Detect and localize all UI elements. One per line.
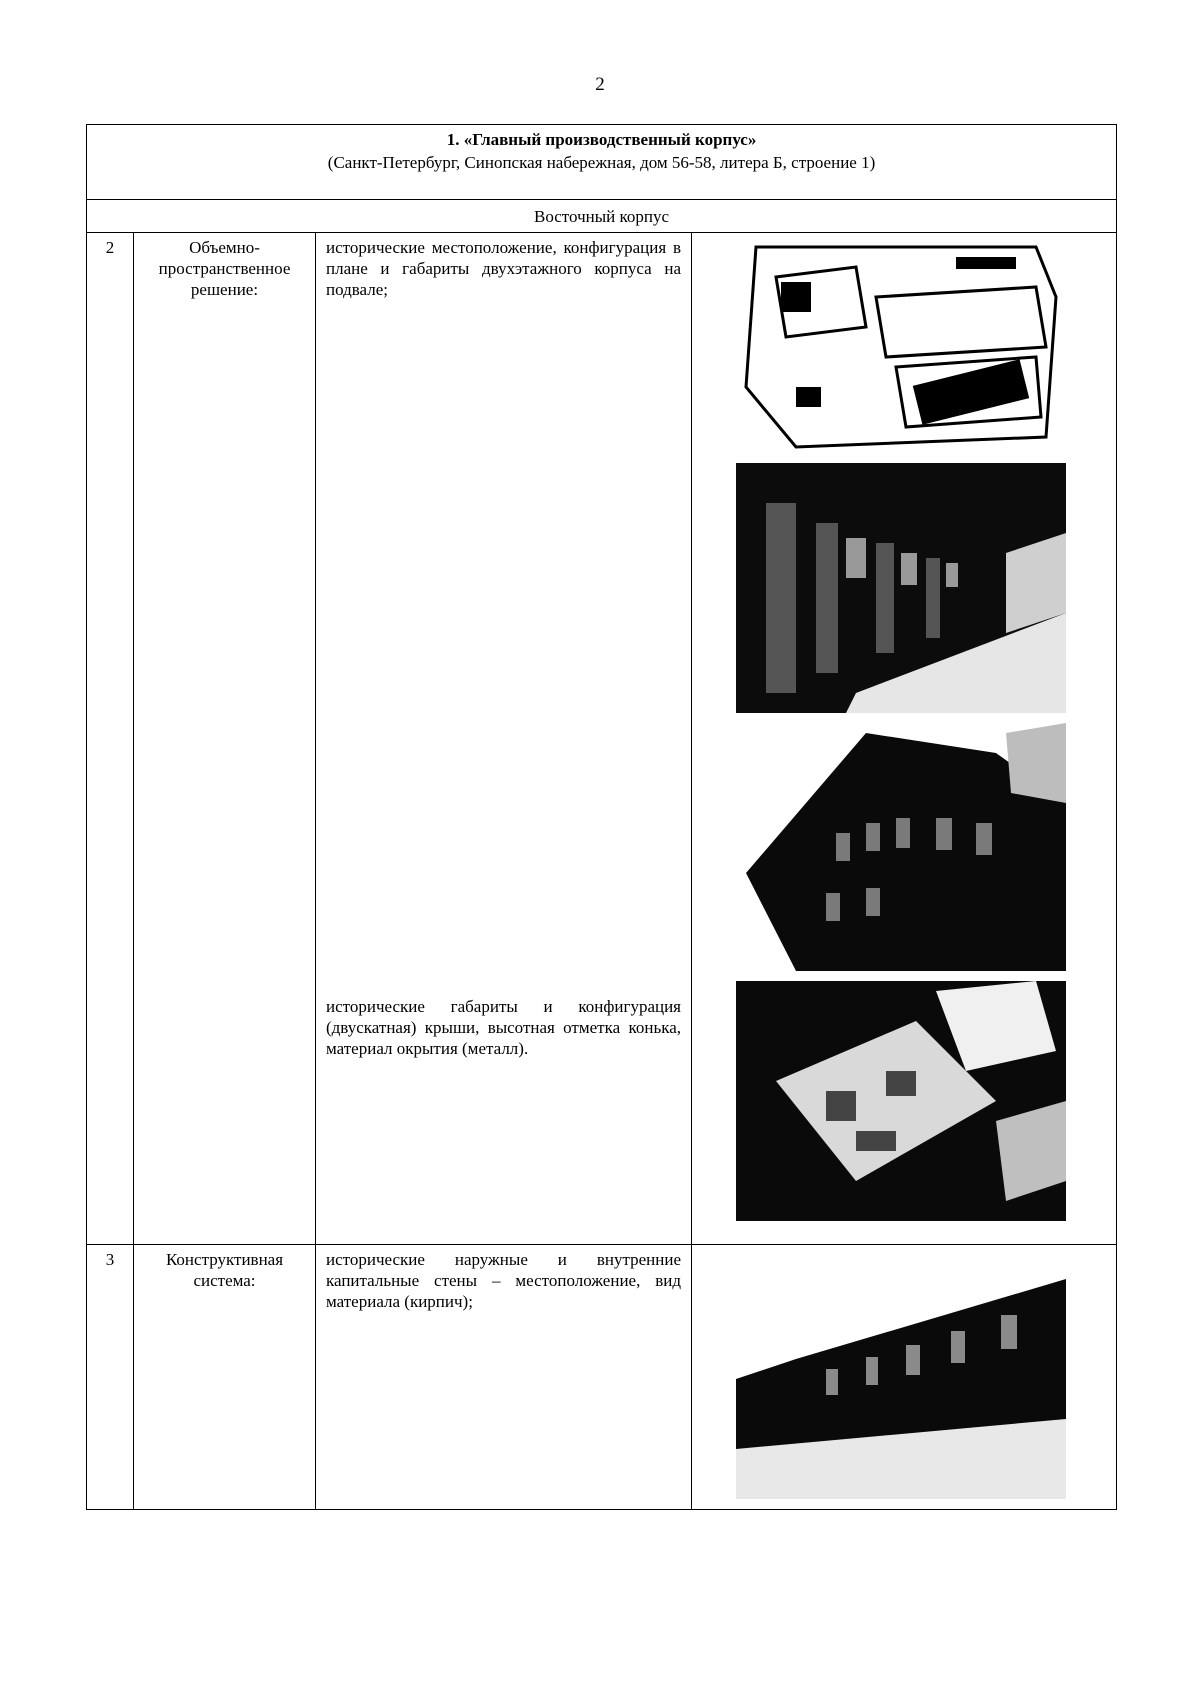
section-label: Восточный корпус — [87, 200, 1117, 233]
roof-photo — [736, 981, 1066, 1221]
table-row — [87, 1245, 1117, 1510]
table-header-row — [87, 125, 1117, 200]
description-text: исторические габариты и конфигурация (двускатная) крыши, высотная отметка конька, материал окрытия (металл). — [326, 997, 681, 1058]
site-plan-image — [736, 237, 1066, 453]
row-name: Конструктивная система: — [134, 1245, 316, 1510]
row-description — [316, 233, 692, 1245]
building-title: 1. «Главный производственный корпус» — [446, 130, 757, 149]
photo-column — [692, 1245, 1117, 1510]
photo-column — [692, 233, 1117, 1245]
table-header-cell — [87, 125, 1117, 200]
description-text: исторические наружные и внутренние капитальные стены – местоположение, вид материала (кирпич); — [326, 1250, 681, 1311]
page-number: 2 — [595, 74, 605, 95]
table-row — [87, 233, 1117, 1245]
building-address: (Санкт-Петербург, Синопская набережная, дом 56-58, литера Б, строение 1) — [327, 153, 876, 172]
description-text: исторические местоположение, конфигурация в плане и габариты двухэтажного корпуса на подвале; — [326, 238, 681, 299]
section-row — [87, 200, 1117, 233]
street-facade-photo — [736, 463, 1066, 713]
facade-photo — [736, 1249, 1066, 1499]
building-corner-photo — [736, 723, 1066, 971]
protection-subject-table — [86, 124, 1117, 1510]
row-name: Объемно-пространственное решение: — [134, 233, 316, 1245]
row-number: 2 — [87, 233, 134, 1245]
row-description — [316, 1245, 692, 1510]
row-number: 3 — [87, 1245, 134, 1510]
